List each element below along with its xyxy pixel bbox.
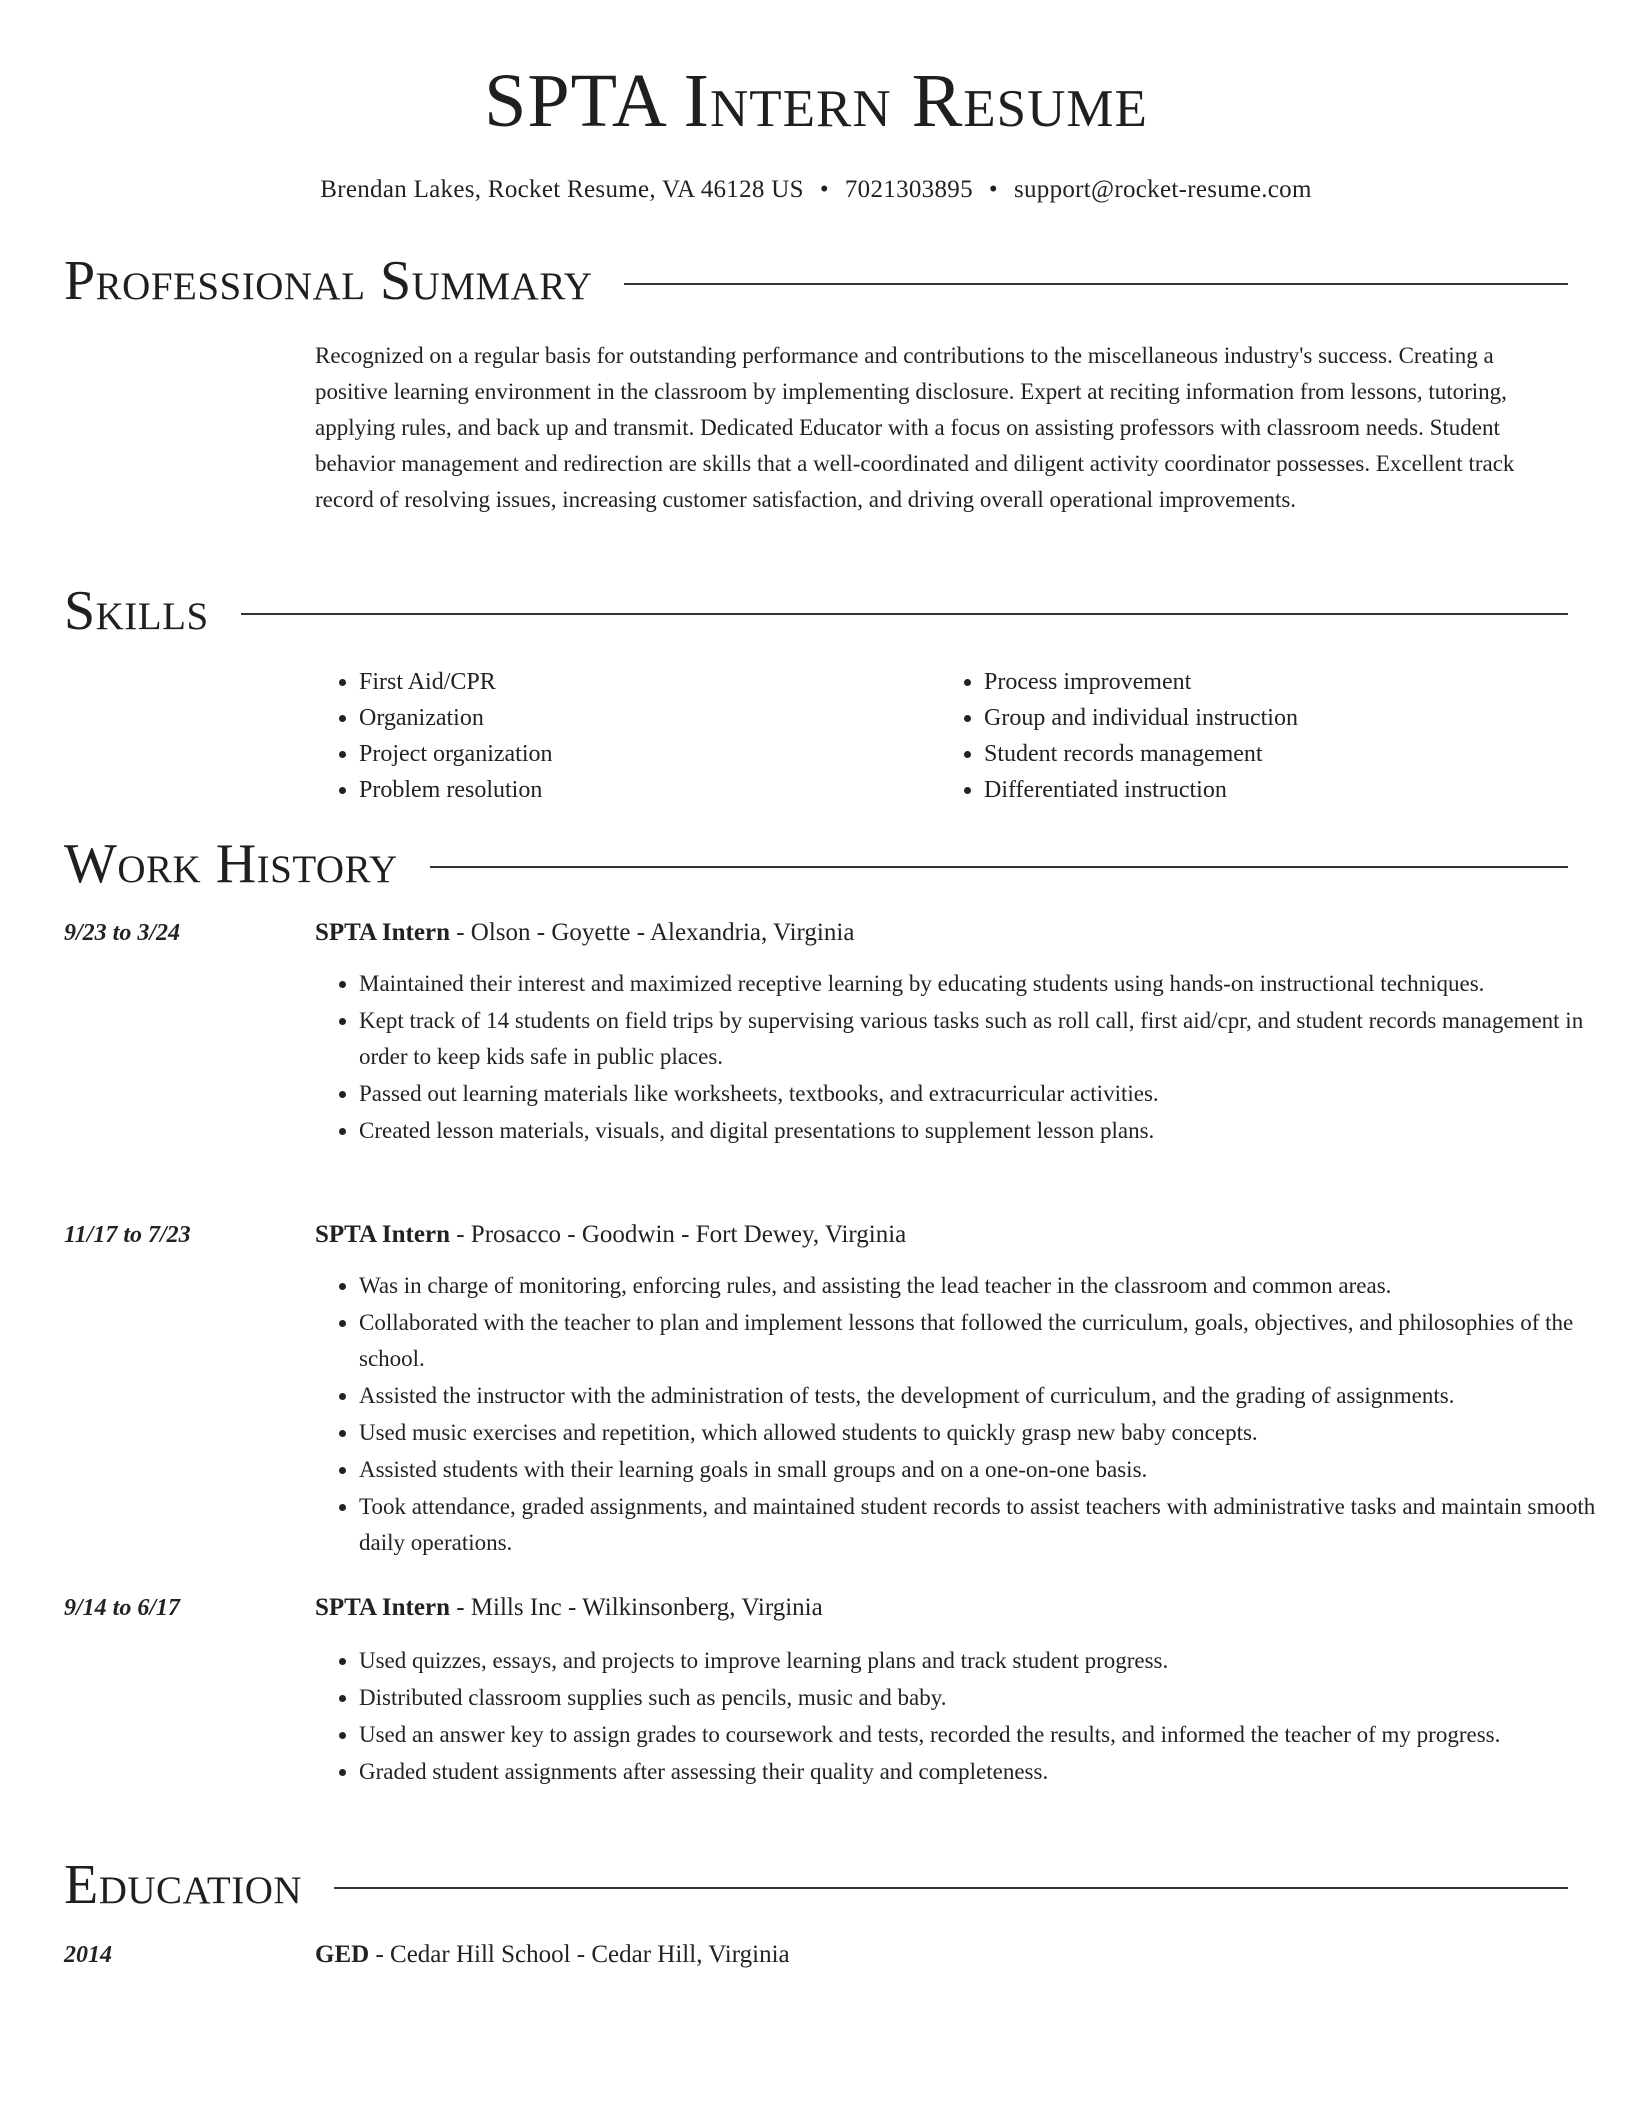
job-details: - Olson - Goyette - Alexandria, Virginia <box>449 919 855 946</box>
contact-email: support@rocket-resume.com <box>1013 176 1312 203</box>
job-bullet: • Graded student assignments after assessing their quality and completeness. <box>359 1754 1609 1790</box>
skill-item: • Process improvement <box>984 664 1565 700</box>
job-details: - Mills Inc - Wilkinsonberg, Virginia <box>449 1594 823 1621</box>
job-role: SPTA Intern <box>315 919 450 946</box>
education-year: 2014 <box>64 1942 112 1968</box>
job-dates: 9/23 to 3/24 <box>64 920 181 946</box>
contact-line <box>0 172 1632 208</box>
section-divider <box>624 283 1568 285</box>
section-divider <box>430 866 1568 868</box>
job-bullet: • Maintained their interest and maximized receptive learning by educating students using hands-on instructional techniques. <box>359 966 1609 1002</box>
job-bullet: • Assisted students with their learning goals in small groups and on a one-on-one basis. <box>359 1452 1609 1488</box>
skills-column-left <box>315 664 940 808</box>
resume-title: SPTA Intern Resume <box>484 59 1148 143</box>
contact-phone: 7021303895 <box>844 176 973 203</box>
job-bullet: • Used an answer key to assign grades to coursework and tests, recorded the results, and informed the teacher of my progress. <box>359 1717 1609 1753</box>
job-bullets <box>315 966 1609 1150</box>
job-dates: 11/17 to 7/23 <box>64 1222 191 1248</box>
education-entry <box>315 1937 790 1973</box>
education-degree: GED <box>315 1941 370 1968</box>
job-bullet: • Used music exercises and repetition, which allowed students to quickly grasp new baby concepts. <box>359 1415 1609 1451</box>
job-bullet: • Was in charge of monitoring, enforcing rules, and assisting the lead teacher in the classroom and common areas. <box>359 1268 1609 1304</box>
skills-section-header <box>64 578 1568 644</box>
job-bullet: • Assisted the instructor with the administration of tests, the development of curriculum, and the grading of assignments. <box>359 1378 1609 1414</box>
job-role: SPTA Intern <box>315 1221 450 1248</box>
job-heading <box>315 1590 823 1626</box>
job-heading <box>315 1217 906 1253</box>
work-section-header <box>64 831 1568 897</box>
job-bullet: • Created lesson materials, visuals, and digital presentations to supplement lesson plans. <box>359 1113 1609 1149</box>
contact-separator: • <box>988 176 998 203</box>
job-bullet: • Distributed classroom supplies such as pencils, music and baby. <box>359 1680 1609 1716</box>
contact-separator: • <box>819 176 829 203</box>
job-dates: 9/14 to 6/17 <box>64 1595 181 1621</box>
job-heading <box>315 915 854 951</box>
education-heading: Education <box>64 1854 303 1916</box>
job-details: - Prosacco - Goodwin - Fort Dewey, Virginia <box>449 1221 907 1248</box>
skills-list <box>315 664 1565 808</box>
skill-item: • Student records management <box>984 736 1565 772</box>
job-bullet: • Passed out learning materials like worksheets, textbooks, and extracurricular activities. <box>359 1076 1609 1112</box>
summary-heading: Professional Summary <box>64 250 593 312</box>
section-divider <box>241 613 1568 615</box>
job-bullets <box>315 1268 1609 1562</box>
skill-item: • Group and individual instruction <box>984 700 1565 736</box>
job-bullets <box>315 1643 1609 1791</box>
skill-item: • Organization <box>359 700 940 736</box>
skill-item: • Differentiated instruction <box>984 772 1565 808</box>
summary-text: Recognized on a regular basis for outstanding performance and contributions to the miscellaneous industry's success. Creating a positive learning environment in the classroom by implementing disclosure. Expert at reciting information from lessons, tutoring, applying rules, and back up and transmit. Dedicated Educator with a focus on assisting professors with classroom needs. Student behavior management and redirection are skills that a well-coordinated and diligent activity coordinator possesses. Excellent track record of resolving issues, increasing customer satisfaction, and driving overall operational improvements. <box>315 343 1515 512</box>
skills-column-right <box>940 664 1565 808</box>
job-bullet: • Took attendance, graded assignments, and maintained student records to assist teachers with administrative tasks and maintain smooth daily operations. <box>359 1489 1609 1561</box>
education-section-header <box>64 1852 1568 1918</box>
skill-item: • First Aid/CPR <box>359 664 940 700</box>
job-role: SPTA Intern <box>315 1594 450 1621</box>
work-heading: Work History <box>64 833 398 895</box>
contact-address: Brendan Lakes, Rocket Resume, VA 46128 US <box>320 176 804 203</box>
skills-heading: Skills <box>64 580 209 642</box>
education-details: - Cedar Hill School - Cedar Hill, Virginia <box>369 1941 790 1968</box>
skill-item: • Problem resolution <box>359 772 940 808</box>
summary-section-header <box>64 248 1568 314</box>
job-bullet: • Kept track of 14 students on field trips by supervising various tasks such as roll call, first aid/cpr, and student records management in order to keep kids safe in public places. <box>359 1003 1609 1075</box>
section-divider <box>334 1887 1568 1889</box>
job-bullet: • Used quizzes, essays, and projects to improve learning plans and track student progress. <box>359 1643 1609 1679</box>
skill-item: • Project organization <box>359 736 940 772</box>
job-bullet: • Collaborated with the teacher to plan and implement lessons that followed the curriculum, goals, objectives, and philosophies of the school. <box>359 1305 1609 1377</box>
